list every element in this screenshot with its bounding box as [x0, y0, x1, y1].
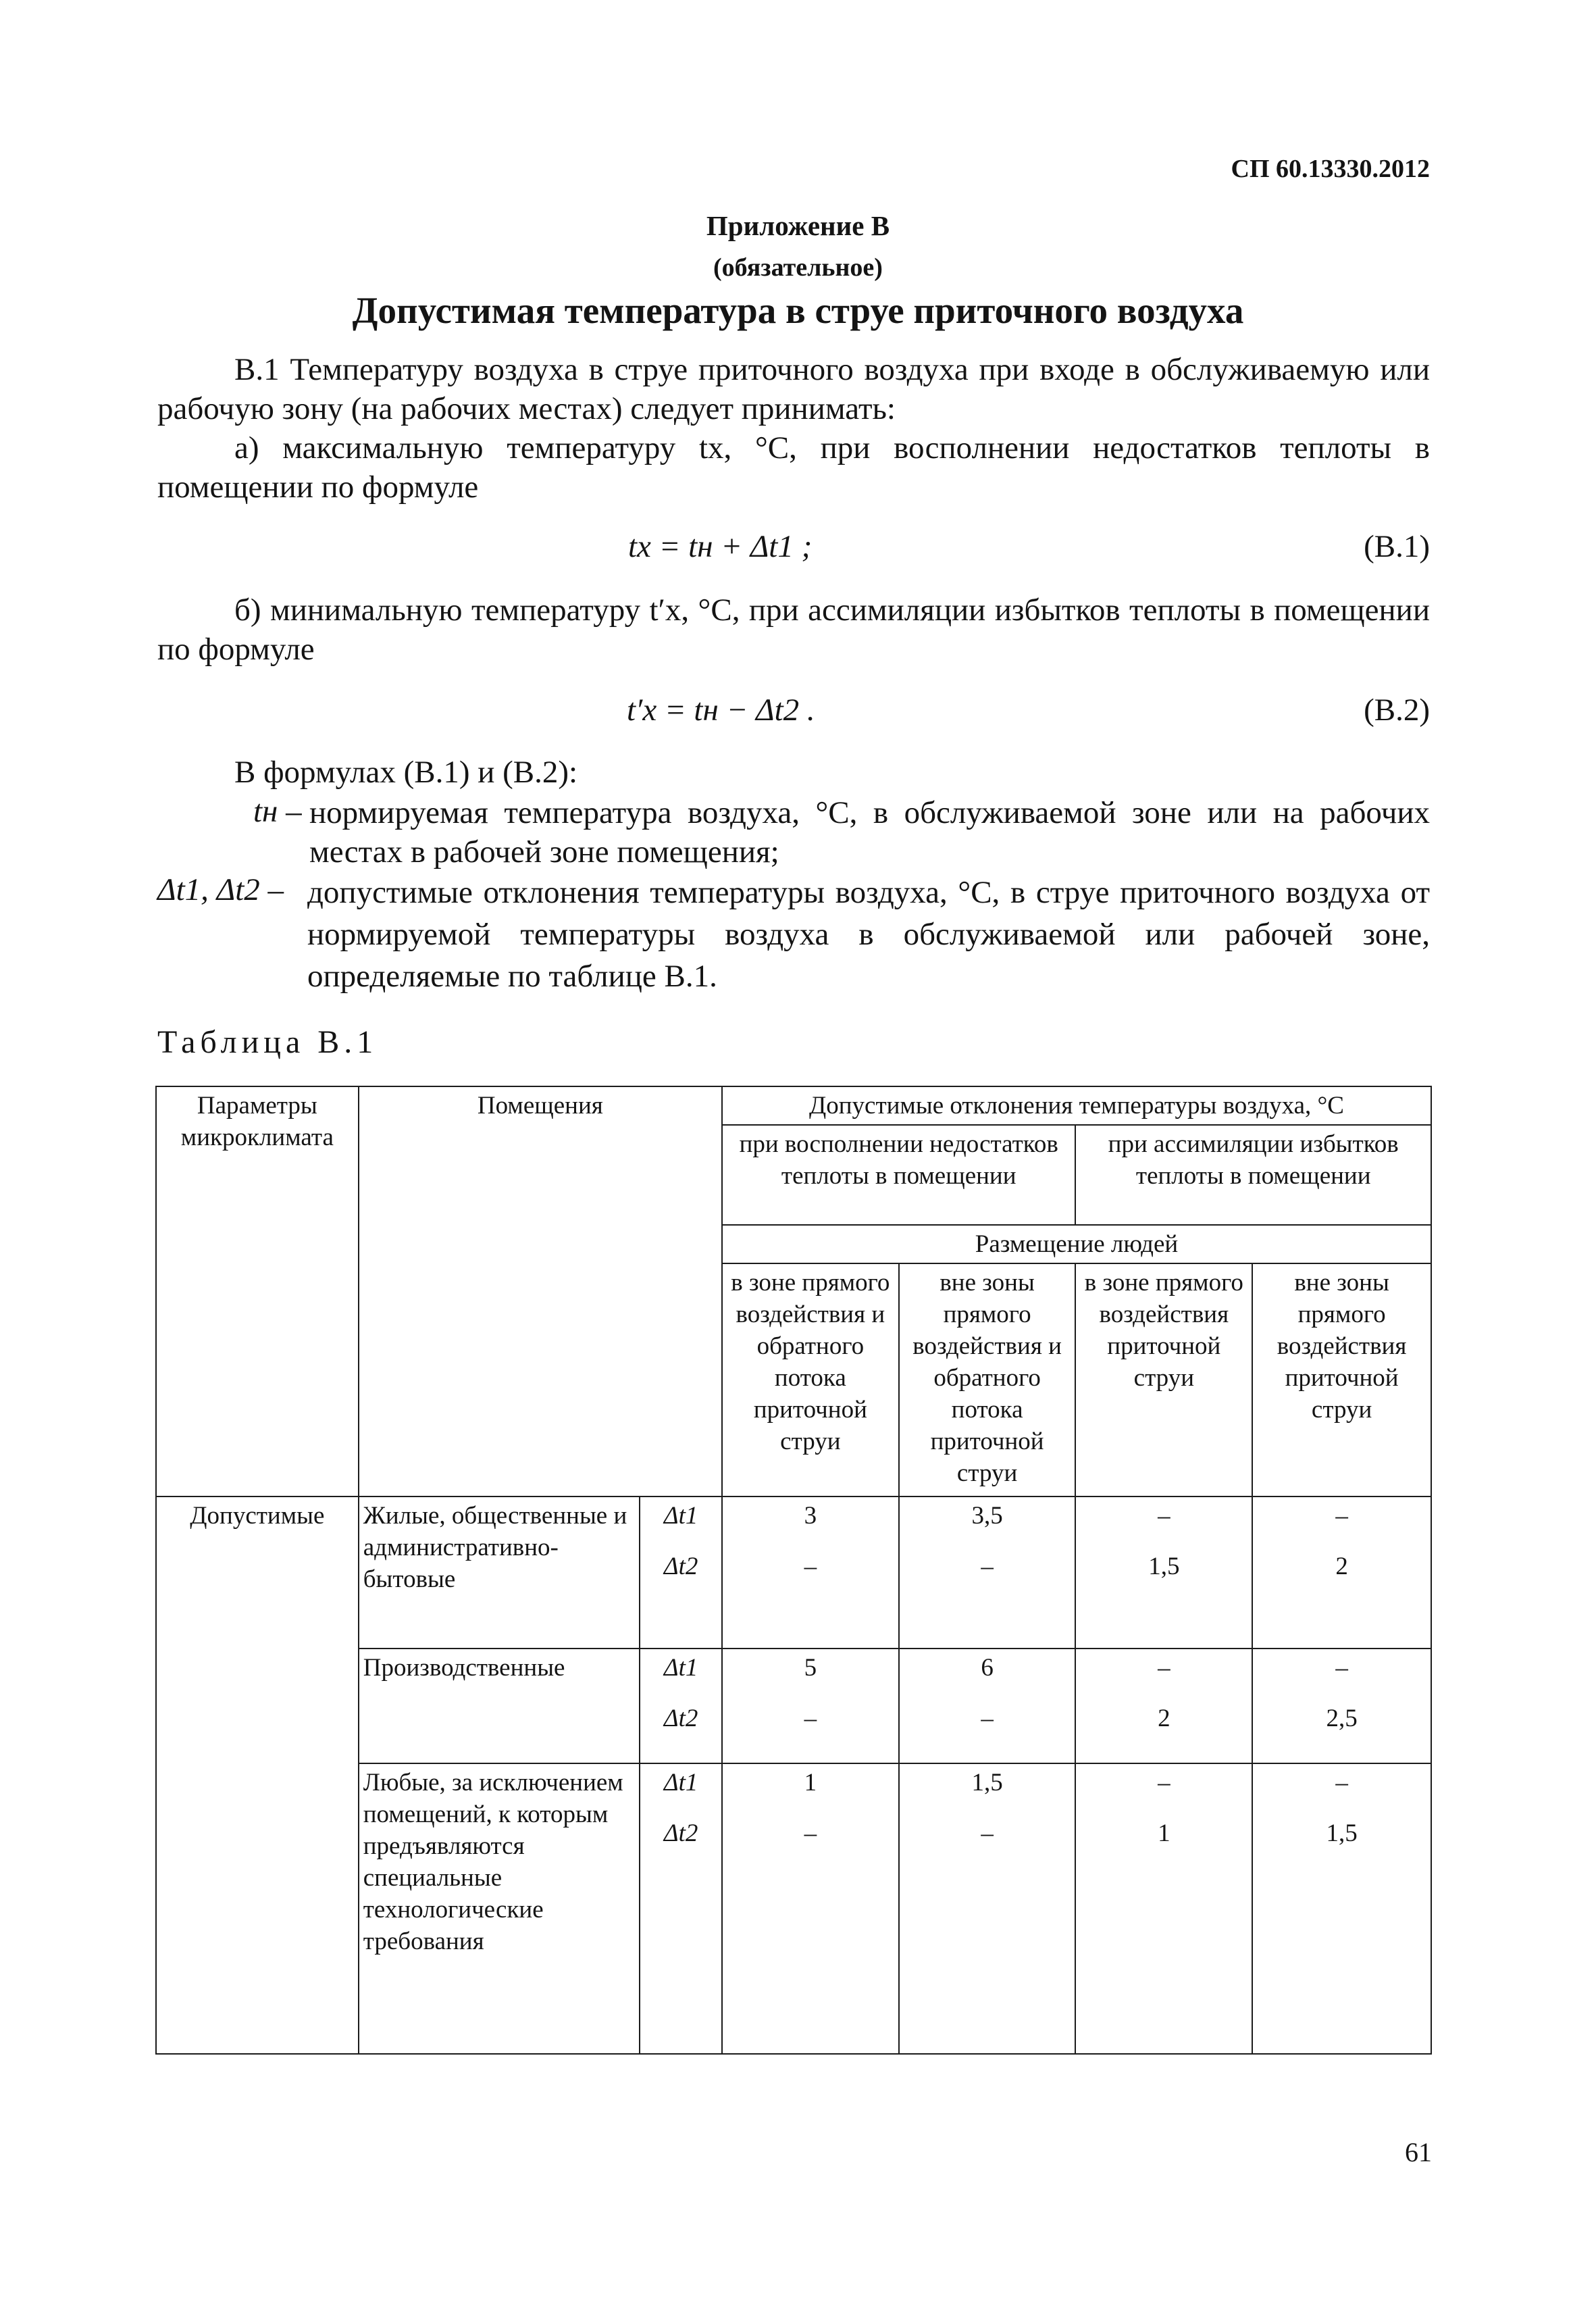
appendix-status: (обязательное): [713, 253, 883, 282]
value-cell: – 1,5: [1252, 1763, 1431, 2054]
header-col-4: вне зоны прямого воздействия приточной струи: [1252, 1263, 1431, 1496]
definition-text-dt: допустимые отклонения температуры воздуха, °С, в струе приточного воздуха от нормируемой температуры воздуха в обслуживаемой или рабочей зоне, определяемые по таблице В.1.: [307, 875, 1430, 994]
table-label: Таблица В.1: [157, 1024, 378, 1060]
formula-b2: t′x = tн − Δt2 .: [627, 693, 815, 728]
value-cell: – 1: [1075, 1763, 1252, 2054]
formula-b1-number: (В.1): [1364, 529, 1430, 564]
header-group-deficit: при восполнении недостатков теплоты в помещении: [722, 1125, 1075, 1225]
header-col-3: в зоне прямого воздействия приточной струи: [1075, 1263, 1252, 1496]
delta-t1: Δt1: [663, 1654, 698, 1682]
room-name: Производственные: [359, 1649, 640, 1763]
value-cell: 1 –: [722, 1763, 899, 2054]
delta-symbols: [640, 1496, 722, 1649]
delta-t1: Δt1: [663, 1769, 698, 1796]
param-value: Допустимые: [156, 1496, 359, 2054]
definition-text-tn: нормируемая температура воздуха, °С, в обслуживаемой зоне или на рабочих местах в рабочей зоне помещения;: [309, 795, 1430, 870]
value-cell: – 2,5: [1252, 1649, 1431, 1763]
delta-t2: Δt2: [663, 1819, 698, 1847]
value-cell: 3,5 –: [899, 1496, 1076, 1649]
standard-code: СП 60.13330.2012: [1231, 155, 1430, 183]
header-rooms: Помещения: [359, 1086, 722, 1496]
definition-term-tn: tн –: [253, 794, 302, 829]
delta-symbols: [640, 1649, 722, 1763]
formula-b1: tx = tн + Δt1 ;: [628, 529, 813, 564]
definition-term-dt: Δt1, Δt2 –: [157, 872, 284, 907]
delta-t2: Δt2: [663, 1705, 698, 1732]
value-cell: 6 –: [899, 1649, 1076, 1763]
paragraph-a: а) максимальную температуру tx, °С, при восполнении недостатков теплоты в помещении по формуле: [157, 430, 1430, 505]
paragraph-formulas: В формулах (В.1) и (В.2):: [234, 755, 578, 790]
value-cell: 1,5 –: [899, 1763, 1076, 2054]
value-cell: – 2: [1075, 1649, 1252, 1763]
delta-symbols: [640, 1763, 722, 2054]
room-name: Жилые, общественные и административно-бытовые: [359, 1496, 640, 1649]
header-placement: Размещение людей: [722, 1225, 1431, 1263]
value-cell: – 1,5: [1075, 1496, 1252, 1649]
table-b1: [155, 1086, 1432, 2055]
header-deviations: Допустимые отклонения температуры воздуха, °С: [722, 1086, 1431, 1125]
delta-t2: Δt2: [663, 1553, 698, 1580]
value-cell: – 2: [1252, 1496, 1431, 1649]
appendix-heading: Допустимая температура в струе приточного воздуха: [352, 290, 1244, 331]
appendix-title: Приложение В: [706, 210, 890, 241]
value-cell: 5 –: [722, 1649, 899, 1763]
header-group-excess: при ассимиляции избытков теплоты в помещении: [1075, 1125, 1431, 1225]
header-col-1: в зоне прямого воздействия и обратного потока приточной струи: [722, 1263, 899, 1496]
formula-b2-number: (В.2): [1364, 693, 1430, 728]
header-col-2: вне зоны прямого воздействия и обратного потока приточной струи: [899, 1263, 1076, 1496]
room-name: Любые, за исключением помещений, к которым предъявляются специальные технологические требования: [359, 1763, 640, 2054]
paragraph-b: б) минимальную температуру t′x, °С, при ассимиляции избытков теплоты в помещении по формуле: [157, 593, 1430, 667]
delta-t1: Δt1: [663, 1502, 698, 1530]
value-cell: 3 –: [722, 1496, 899, 1649]
page-number: 61: [1405, 2137, 1432, 2167]
paragraph-b1: В.1 Температуру воздуха в струе приточного воздуха при входе в обслуживаемую или рабочую зону (на рабочих местах) следует принимать:: [157, 352, 1430, 426]
header-params: Параметры микроклимата: [156, 1086, 359, 1496]
